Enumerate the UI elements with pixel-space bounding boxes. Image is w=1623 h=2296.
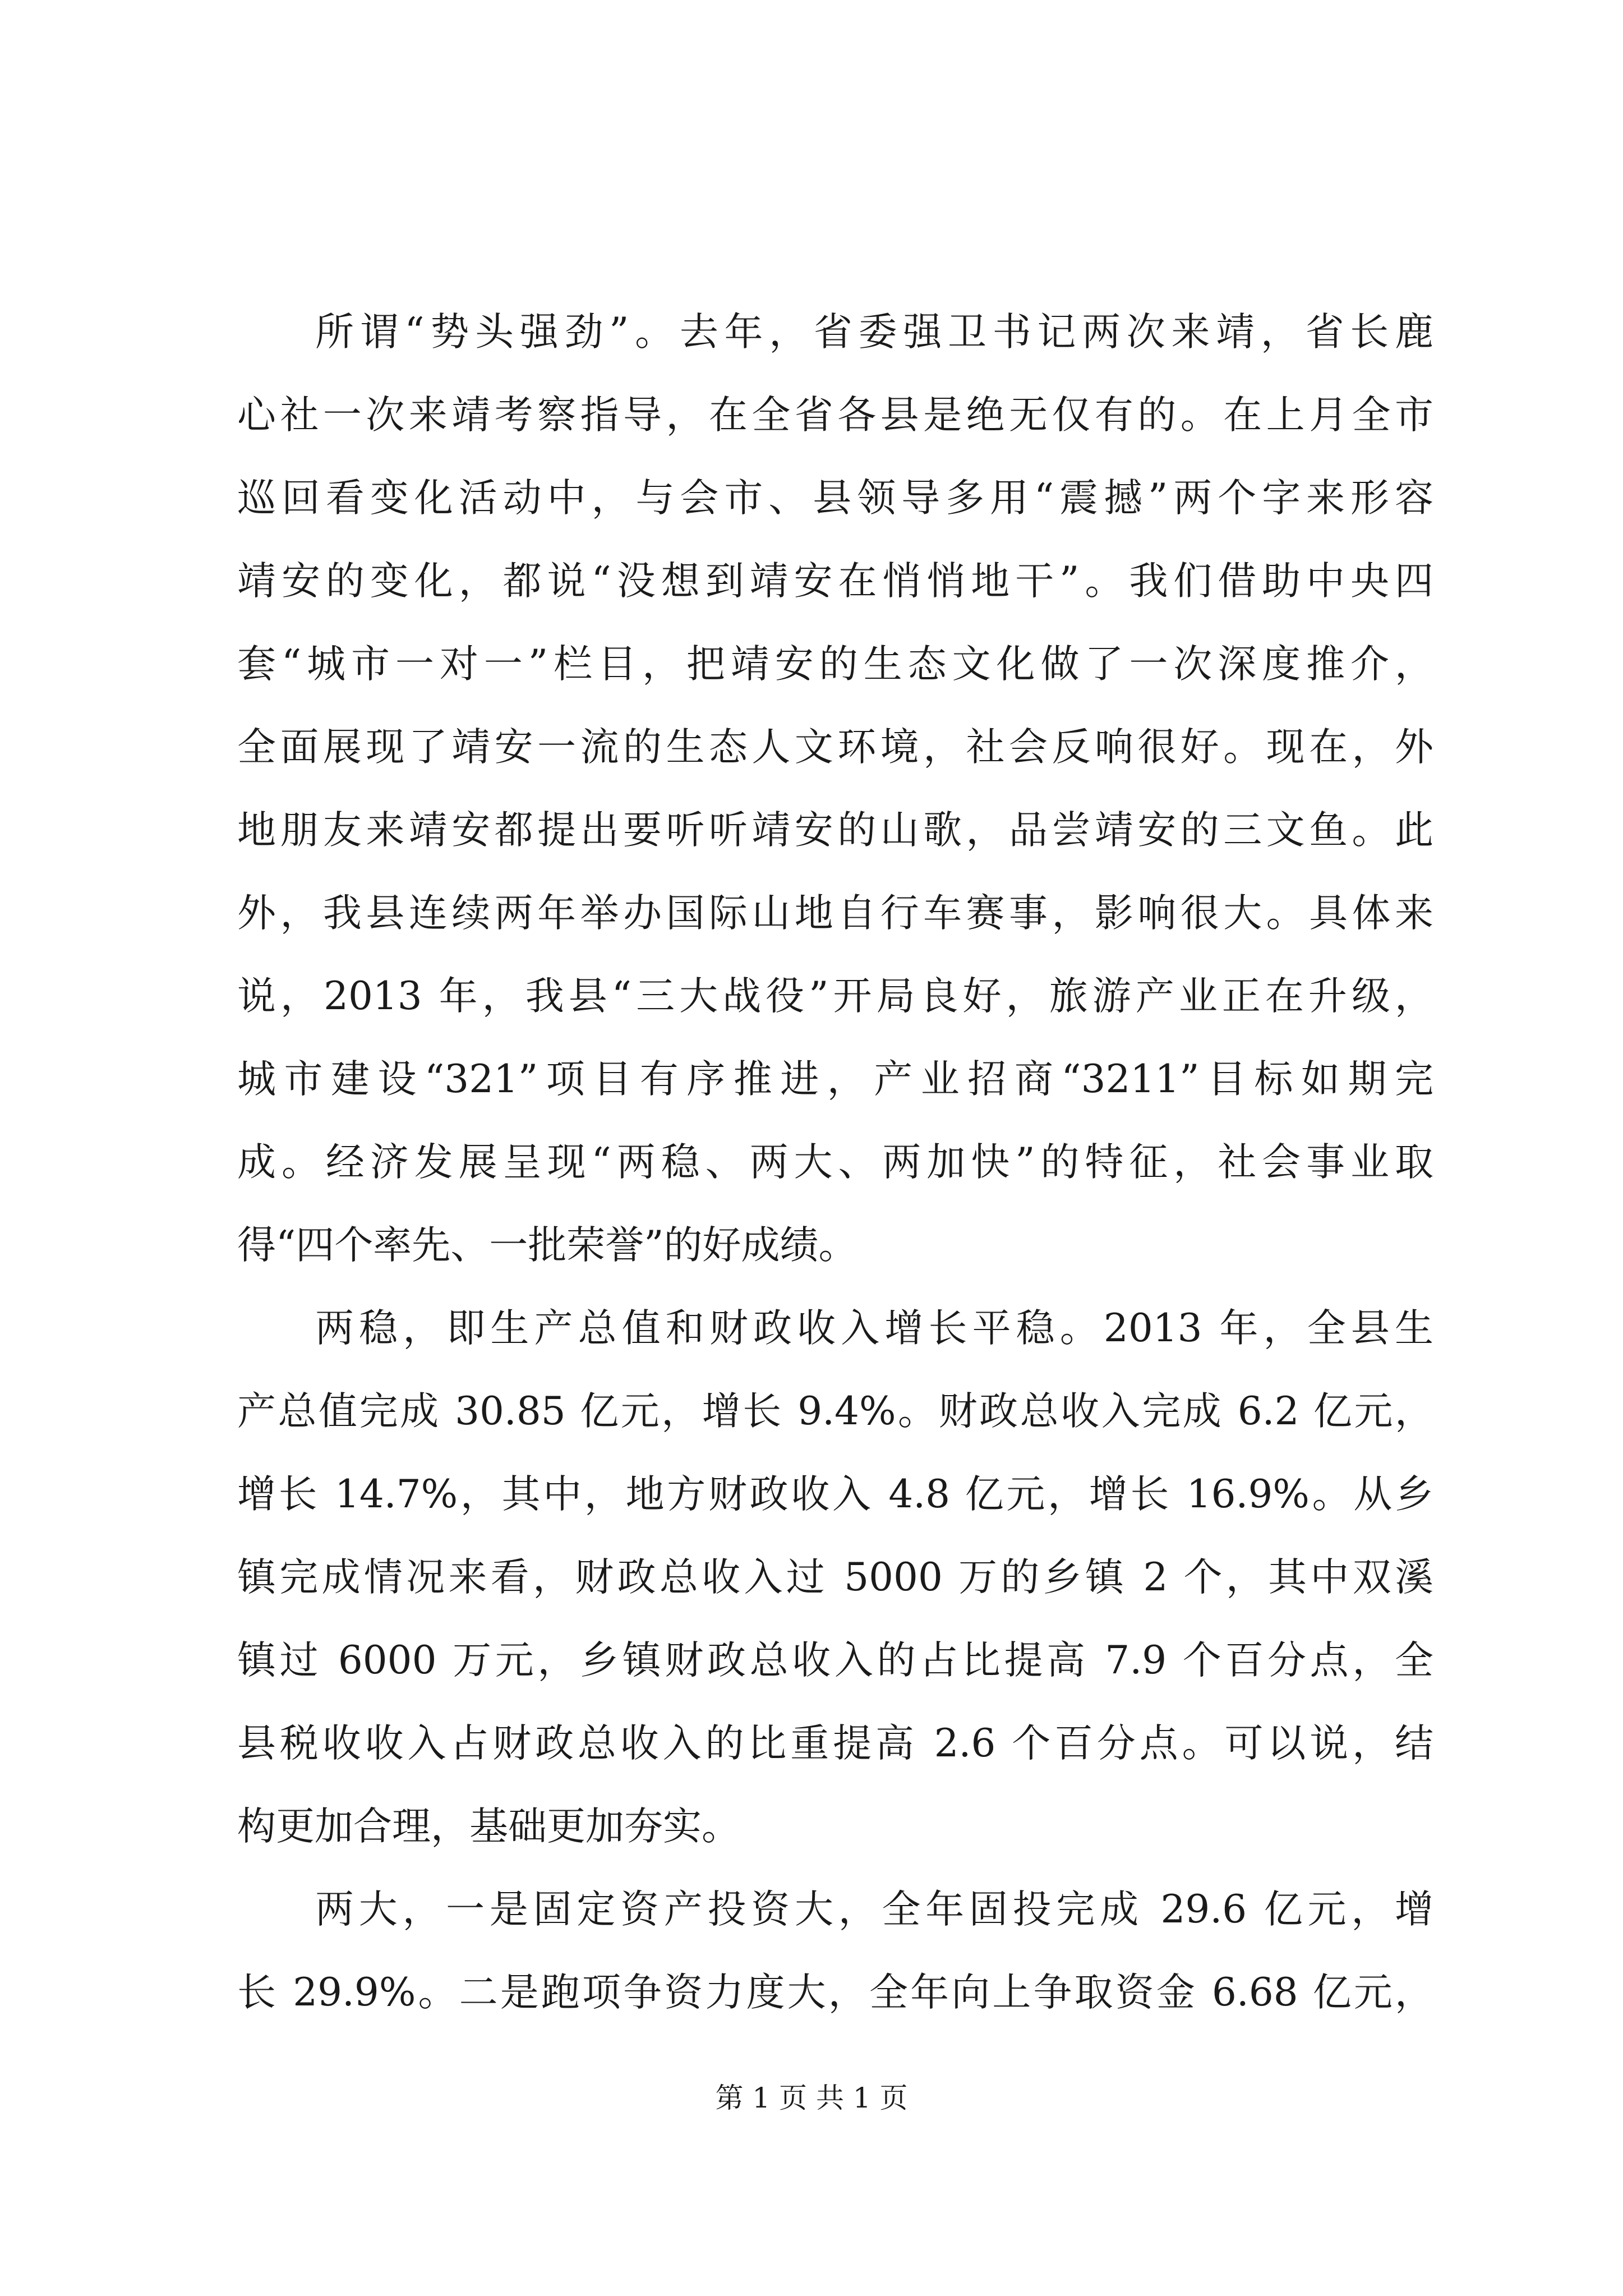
paragraph-two-stable [237,1287,1433,1868]
text-line: 构更加合理，基础更加夯实。 [237,1804,740,1849]
text-line: 长 29.9%。二是跑项争资力度大，全年向上争取资金 6.68 亿元， [237,1970,1433,2015]
text-line: 说，2013 年，我县“三大战役”开局良好，旅游产业正在升级， [237,974,1433,1019]
text-line: 县税收收入占财政总收入的比重提高 2.6 个百分点。可以说，结 [237,1721,1433,1766]
paragraph-two-big [237,1868,1433,2034]
text-line: 得“四个率先、一批荣誉”的好成绩。 [237,1223,857,1268]
text-line: 全面展现了靖安一流的生态人文环境，社会反响很好。现在，外 [237,725,1433,770]
text-line: 套“城市一对一”栏目，把靖安的生态文化做了一次深度推介， [237,642,1433,687]
text-line: 巡回看变化活动中，与会市、县领导多用“震撼”两个字来形容 [237,476,1433,521]
text-line: 两稳，即生产总值和财政收入增长平稳。2013 年，全县生 [315,1306,1433,1351]
text-line: 外，我县连续两年举办国际山地自行车赛事，影响很大。具体来 [237,891,1433,936]
text-line: 两大，一是固定资产投资大，全年固投完成 29.6 亿元，增 [315,1887,1433,1932]
page-footer [0,2078,1623,2118]
text-line: 靖安的变化，都说“没想到靖安在悄悄地干”。我们借助中央四 [237,559,1433,604]
text-line: 镇过 6000 万元，乡镇财政总收入的占比提高 7.9 个百分点，全 [237,1638,1433,1683]
document-body [237,291,1433,2034]
text-line: 心社一次来靖考察指导，在全省各县是绝无仅有的。在上月全市 [237,393,1433,438]
text-line: 增长 14.7%，其中，地方财政收入 4.8 亿元，增长 16.9%。从乡 [237,1472,1433,1517]
text-line: 成。经济发展呈现“两稳、两大、两加快”的特征，社会事业取 [237,1140,1433,1185]
page-number-label: 第 1 页 共 1 页 [715,2082,908,2114]
text-line: 地朋友来靖安都提出要听听靖安的山歌，品尝靖安的三文鱼。此 [237,808,1433,853]
text-line: 所谓“势头强劲”。去年，省委强卫书记两次来靖，省长鹿 [315,310,1433,355]
text-line: 镇完成情况来看，财政总收入过 5000 万的乡镇 2 个，其中双溪 [237,1555,1433,1600]
text-line: 产总值完成 30.85 亿元，增长 9.4%。财政总收入完成 6.2 亿元， [237,1389,1433,1434]
paragraph-momentum [237,291,1433,1287]
text-line: 城市建设“321”项目有序推进，产业招商“3211”目标如期完 [237,1057,1433,1102]
